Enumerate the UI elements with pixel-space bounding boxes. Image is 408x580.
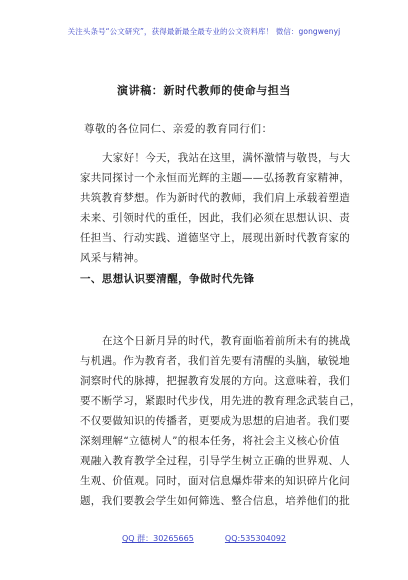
- paragraph-2-line: 要不断学习，紧跟时代步伐，用先进的教育理念武装自己，: [80, 395, 361, 407]
- paragraph-2: [80, 331, 361, 511]
- greeting: 尊敬的各位同仁、亲爱的教育同行们：: [84, 123, 273, 135]
- footer-qq-group: QQ 群：30265665: [121, 534, 194, 543]
- paragraph-1: [80, 148, 351, 268]
- paragraph-1-line: 共筑教育梦想。作为新时代的教师，我们肩上承载着塑造: [80, 192, 350, 204]
- paragraph-1-line: 家共同探讨一个永恒而光辉的主题——弘扬教育家精神，: [80, 172, 350, 184]
- paragraph-1-line: 任担当、行动实践、道德坚守上，展现出新时代教育家的: [80, 232, 350, 244]
- paragraph-2-line: 洞察时代的脉搏，把握教育发展的方向。这意味着，我们: [80, 375, 350, 387]
- paragraph-2-line: 与机遇。作为教育者，我们首先要有清醒的头脑，敏锐地: [80, 355, 350, 367]
- paragraph-2-line: 在这个日新月异的时代，教育面临着前所未有的挑战: [102, 335, 351, 347]
- header-wechat: 微信：gongwenyj: [275, 27, 341, 36]
- header-banner: [0, 26, 408, 37]
- section-heading-1: 一、思想认识要清醒，争做时代先锋: [80, 273, 255, 285]
- paragraph-2-line: 题，我们要教会学生如何筛选、整合信息，培养他们的批: [80, 495, 350, 507]
- paragraph-1-line: 未来、引领时代的重任，因此，我们必须在思想认识、责: [80, 212, 350, 224]
- header-banner-text: 关注头条号“公文研究”，获得最新最全最专业的公文资料库！: [67, 27, 274, 36]
- footer-qq: QQ:535304092: [224, 534, 287, 543]
- paragraph-2-line: 生观、价值观。同时，面对信息爆炸带来的知识碎片化问: [80, 475, 350, 487]
- paragraph-1-line: 风采与精神。: [80, 252, 145, 264]
- footer-contact: [0, 533, 408, 544]
- paragraph-2-line: 观融入教育教学全过程，引导学生树立正确的世界观、人: [80, 455, 350, 467]
- document-title: 演讲稿：新时代教师的使命与担当: [117, 84, 291, 97]
- paragraph-2-line: 深刻理解“立德树人”的根本任务，将社会主义核心价值: [80, 435, 340, 447]
- paragraph-1-line: 大家好！今天，我站在这里，满怀激情与敬畏，与大: [102, 152, 351, 164]
- paragraph-2-line: 不仅要做知识的传播者，更要成为思想的启迪者。我们要: [80, 415, 350, 427]
